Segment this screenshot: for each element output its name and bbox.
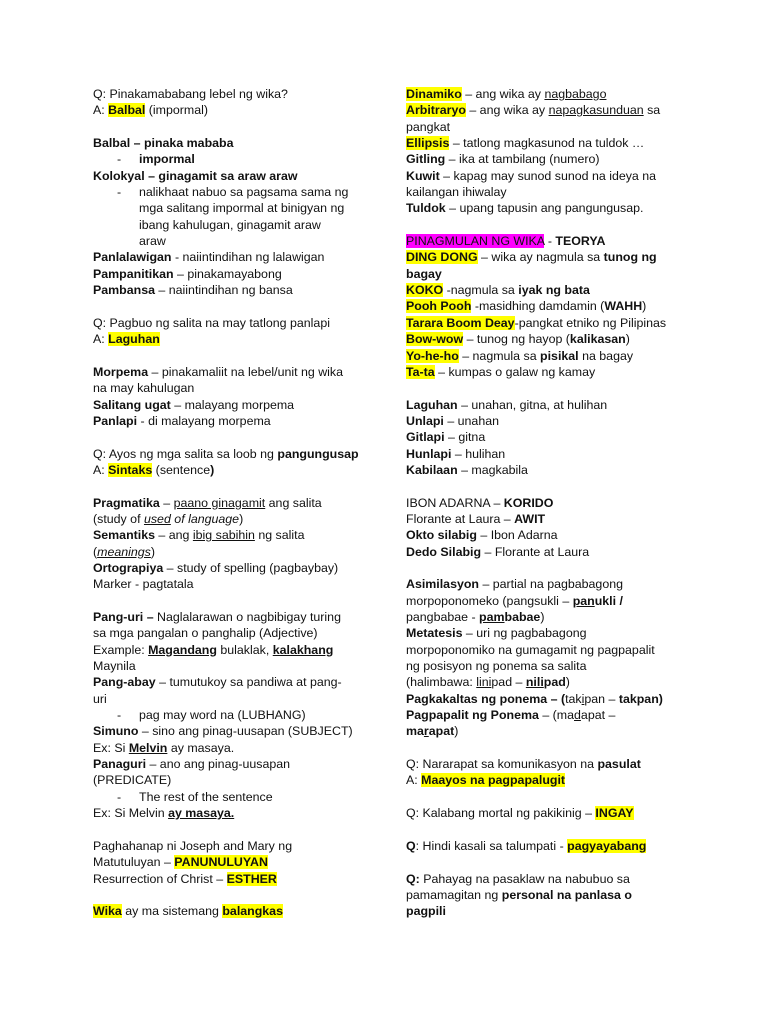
text-run: KORIDO <box>503 495 554 510</box>
text-run: Pagpapalit ng Ponema <box>406 708 539 723</box>
text-line <box>93 380 393 396</box>
text-run: Unlapi <box>406 413 444 428</box>
text-run: Tuldok <box>406 201 446 216</box>
right-column <box>406 86 706 920</box>
text-line <box>406 658 706 674</box>
text-run: babae <box>504 610 541 624</box>
text-run: kalakhang <box>272 642 334 657</box>
text-run: - di malayang morpema <box>137 413 271 428</box>
text-line <box>406 527 706 543</box>
text-run: (impormal) <box>145 103 208 118</box>
text-run: bagay <box>406 266 442 281</box>
text-line <box>406 838 706 854</box>
text-run: - <box>544 234 556 249</box>
text-run: napagkasunduan <box>548 103 644 118</box>
text-run: – kumpas o galaw ng kamay <box>434 364 596 379</box>
text-run: pisikal <box>540 348 579 363</box>
text-run: morpoponomiko na gumagamit ng pagpapalit <box>406 642 655 657</box>
text-line <box>406 887 706 903</box>
text-run: -pangkat etniko ng Pilipinas <box>514 315 667 330</box>
blank-line <box>93 821 393 837</box>
text-run: araw <box>139 234 166 249</box>
text-run: ( <box>93 544 98 559</box>
blank-line <box>93 298 393 314</box>
text-run: pagyayabang <box>567 838 647 853</box>
text-run: – pinakamayabong <box>173 266 282 281</box>
text-line <box>406 119 706 135</box>
text-line <box>406 723 706 739</box>
text-run: ibang kahulugan, ginagamit araw <box>139 217 321 232</box>
text-run: – naiintindihan ng bansa <box>154 283 293 298</box>
text-run: kalikasan <box>569 332 626 347</box>
text-run: pan <box>572 593 595 608</box>
text-line <box>93 266 393 282</box>
text-run: – Ibon Adarna <box>476 528 558 543</box>
text-line <box>93 413 393 429</box>
text-run: PANUNULUYAN <box>174 855 268 870</box>
text-run: Q: <box>406 871 420 886</box>
text-line <box>406 805 706 821</box>
text-run: Panlalawigan <box>93 250 172 265</box>
text-run: Semantiks <box>93 528 155 543</box>
text-run: – nagmula sa <box>458 348 541 363</box>
text-run: ) <box>210 462 215 477</box>
text-run: bulaklak, <box>216 642 273 657</box>
bullet-dash: - <box>117 708 122 723</box>
text-line <box>93 495 393 511</box>
text-run: sa <box>643 103 661 118</box>
text-run: ibig sabihin <box>192 528 255 543</box>
text-line <box>93 903 393 919</box>
text-line <box>93 282 393 298</box>
text-line <box>406 102 706 118</box>
text-run: INGAY <box>595 806 634 821</box>
text-line <box>93 805 393 821</box>
text-run: A: <box>93 103 109 118</box>
bullet-dash: - <box>117 185 122 200</box>
blank-line <box>406 740 706 756</box>
text-run: ng salita <box>254 528 305 543</box>
text-line <box>406 315 706 331</box>
text-line <box>93 527 393 543</box>
text-line <box>93 446 393 462</box>
text-run: ay masaya. <box>167 740 235 755</box>
text-run: used <box>143 511 171 526</box>
text-line <box>406 544 706 560</box>
text-run: Naglalarawan o nagbibigay turing <box>153 610 341 624</box>
text-line <box>406 903 706 919</box>
text-run: (PREDICATE) <box>93 773 172 788</box>
text-run: Q: Nararapat sa komunikasyon na <box>406 757 598 772</box>
text-run: na bagay <box>578 348 634 363</box>
text-line <box>93 642 393 658</box>
text-run: Paghahanap ni Joseph and Mary ng <box>93 838 293 853</box>
text-line <box>406 348 706 364</box>
text-run: sa mga pangalan o panghalip (Adjective) <box>93 626 318 641</box>
text-line <box>406 233 706 249</box>
text-run: Florante at Laura – <box>406 511 515 526</box>
text-run: ukli / <box>594 593 623 608</box>
text-line <box>93 135 393 151</box>
text-line <box>406 282 706 298</box>
text-line <box>406 298 706 314</box>
text-run: – magkabila <box>457 462 528 477</box>
text-line <box>93 772 393 788</box>
text-run: r <box>423 724 429 739</box>
text-run: – unahan <box>443 413 499 428</box>
text-run: takpan) <box>618 691 663 706</box>
text-line <box>93 102 393 118</box>
text-run: – pinakamaliit na lebel/unit ng wika <box>148 364 344 379</box>
blank-line <box>406 217 706 233</box>
text-run: – unahan, gitna, at hulihan <box>457 397 608 412</box>
text-run: Pahayag na pasaklaw na nabubuo sa <box>419 871 630 886</box>
text-line <box>93 707 393 723</box>
text-run: ay masaya. <box>168 806 235 821</box>
text-line <box>406 625 706 641</box>
text-run: ) <box>150 544 156 559</box>
text-run: pasulat <box>597 757 641 772</box>
text-line <box>93 86 393 102</box>
text-run: – tunog ng hayop ( <box>463 332 570 347</box>
text-run: pad <box>543 675 566 690</box>
text-line <box>406 331 706 347</box>
text-run: (study of <box>93 511 144 526</box>
blank-line <box>406 854 706 870</box>
text-run: morpoponomeko (pangsukli – <box>406 593 573 608</box>
text-run: Resurrection of Christ – <box>93 871 227 886</box>
text-run: Sintaks <box>108 462 153 477</box>
text-run: ) <box>625 332 630 347</box>
text-run: Morpema <box>93 364 149 379</box>
text-run: ng posisyon ng ponema sa salita <box>406 659 587 674</box>
text-run: KOKO <box>406 283 444 298</box>
text-run: Matutuluyan – <box>93 855 175 870</box>
text-run: pag may word na (LUBHANG) <box>139 708 306 723</box>
text-run: – (ma <box>538 708 575 723</box>
text-run: pangbabae - <box>406 610 480 624</box>
text-line <box>406 200 706 216</box>
text-run: meanings <box>97 544 151 559</box>
text-run: iyak ng bata <box>518 283 590 298</box>
text-run: – study of spelling (pagbaybay) <box>163 560 339 575</box>
text-run: Laguhan <box>406 397 458 412</box>
text-run: – hulihan <box>451 446 506 461</box>
text-run: i <box>581 691 585 706</box>
text-line <box>406 756 706 772</box>
text-run: personal na panlasa o <box>501 887 632 902</box>
text-run: A: <box>93 332 109 347</box>
blank-line <box>93 887 393 903</box>
text-line <box>406 462 706 478</box>
text-line <box>93 184 393 200</box>
text-run: – Florante at Laura <box>481 544 590 559</box>
text-run: – sino ang pinag-uusapan (SUBJECT) <box>138 724 353 739</box>
text-run: Ex: Si <box>93 740 129 755</box>
text-run: ) <box>565 675 570 690</box>
text-line <box>93 462 393 478</box>
text-run: Yo-he-ho <box>406 348 459 363</box>
text-run: Maayos na pagpapalugit <box>421 773 566 788</box>
text-run: nalikhaat nabuo sa pagsama sama ng <box>139 185 349 200</box>
text-line <box>93 871 393 887</box>
text-run: – ang <box>154 528 193 543</box>
text-line <box>406 86 706 102</box>
text-run: A: <box>93 462 109 477</box>
text-line <box>93 168 393 184</box>
text-run: Balbal – pinaka mababa <box>93 136 234 151</box>
text-run: Tarara Boom Deay <box>406 315 515 330</box>
text-run: Ortograpiya <box>93 560 164 575</box>
bullet-dash: - <box>117 789 122 804</box>
text-run: of language <box>174 511 240 526</box>
blank-line <box>406 380 706 396</box>
text-run: – wika ay nagmula sa <box>477 250 604 265</box>
text-line <box>93 217 393 233</box>
text-run: Kabilaan <box>406 462 458 477</box>
text-line <box>93 397 393 413</box>
text-run: Q: Pagbuo ng salita na may tatlong panlapi <box>93 315 330 330</box>
text-run: A: <box>406 773 422 788</box>
text-line <box>93 560 393 576</box>
text-run: Wika <box>93 904 122 919</box>
text-run: Laguhan <box>108 332 160 347</box>
text-run: – tatlong magkasunod na tuldok … <box>449 136 645 151</box>
text-run: Ellipsis <box>406 136 450 151</box>
text-run: Okto silabig <box>406 528 477 543</box>
text-run: ang salita <box>265 495 322 510</box>
text-line <box>93 838 393 854</box>
text-run: Q: Pinakamababang lebel ng wika? <box>93 87 288 101</box>
text-run: lini <box>476 675 492 690</box>
text-line <box>93 544 393 560</box>
text-run: na may kahulugan <box>93 381 195 396</box>
text-line <box>93 723 393 739</box>
text-line <box>406 168 706 184</box>
text-run: ay ma sistemang <box>121 904 223 919</box>
text-line <box>93 511 393 527</box>
text-run: : Hindi kasali sa talumpati - <box>415 838 568 853</box>
text-line <box>93 576 393 592</box>
text-line <box>93 740 393 756</box>
text-line <box>93 609 393 625</box>
blank-line <box>93 593 393 609</box>
text-run: Q <box>406 838 416 853</box>
text-line <box>406 511 706 527</box>
text-line <box>93 789 393 805</box>
text-run: nili <box>525 675 544 690</box>
text-run: Pagkakaltas ng ponema – ( <box>406 691 566 706</box>
text-run: Kuwit <box>406 168 440 183</box>
text-run: Melvin <box>128 740 168 755</box>
text-run: Dedo Silabig <box>406 544 482 559</box>
text-run: – ang wika ay <box>465 103 549 118</box>
text-line <box>93 315 393 331</box>
text-line <box>93 364 393 380</box>
text-run: ESTHER <box>226 871 277 886</box>
text-run: ) <box>540 610 545 624</box>
text-run: sentence <box>159 462 211 477</box>
text-run: – malayang morpema <box>170 397 295 412</box>
text-run: – uri ng pagbabagong <box>462 626 587 641</box>
text-run: uri <box>93 691 107 706</box>
text-line <box>93 756 393 772</box>
text-run: Pang-abay <box>93 675 156 690</box>
text-line <box>93 331 393 347</box>
text-line <box>406 364 706 380</box>
text-run: The rest of the sentence <box>139 789 273 804</box>
text-line <box>406 691 706 707</box>
blank-line <box>406 560 706 576</box>
text-run: ) <box>454 724 459 739</box>
blank-line <box>93 119 393 135</box>
text-run: Maynila <box>93 659 136 674</box>
text-run: Metatesis <box>406 626 463 641</box>
text-run: - naiintindihan ng lalawigan <box>171 250 325 265</box>
text-run: Asimilasyon <box>406 577 479 592</box>
blank-line <box>406 478 706 494</box>
text-line <box>406 249 706 265</box>
text-run: Marker - pagtatala <box>93 577 194 592</box>
text-line <box>406 184 706 200</box>
text-run: pangungusap <box>277 446 359 461</box>
text-run: impormal <box>139 152 195 167</box>
text-run: Q: Kalabang mortal ng pakikinig – <box>406 806 596 821</box>
text-line <box>406 707 706 723</box>
text-run: Bow-wow <box>406 332 464 347</box>
text-line <box>406 413 706 429</box>
text-run: (halimbawa: <box>406 675 477 690</box>
text-run: Gitlapi <box>406 430 445 445</box>
text-line <box>406 871 706 887</box>
text-run: Dinamiko <box>406 87 462 101</box>
text-line <box>406 609 706 625</box>
text-run: Pragmatika <box>93 495 160 510</box>
text-run: pam <box>479 610 505 624</box>
text-run: d <box>574 708 581 723</box>
text-run: Balbal <box>108 103 146 118</box>
text-run: paano ginagamit <box>173 495 266 510</box>
text-run: pan – <box>584 691 619 706</box>
text-line <box>406 642 706 658</box>
text-line <box>406 495 706 511</box>
text-run: Gitling <box>406 152 446 167</box>
text-run: ma <box>406 724 424 739</box>
text-line <box>93 674 393 690</box>
text-run: pagpili <box>406 904 446 919</box>
text-run: TEORYA <box>555 234 606 249</box>
text-run: nagbabago <box>544 87 607 101</box>
text-run: IBON ADARNA – <box>406 495 504 510</box>
text-run: WAHH <box>604 299 643 314</box>
text-line <box>406 593 706 609</box>
text-run: tak <box>565 691 582 706</box>
text-run: -masidhing damdamin ( <box>471 299 605 314</box>
blank-line <box>93 348 393 364</box>
text-run: apat – <box>580 708 616 723</box>
blank-line <box>93 478 393 494</box>
text-run: Pambansa <box>93 283 155 298</box>
text-run: pad – <box>491 675 526 690</box>
text-line <box>406 429 706 445</box>
text-line <box>93 691 393 707</box>
text-run: Salitang ugat <box>93 397 171 412</box>
text-line <box>93 151 393 167</box>
text-line <box>406 266 706 282</box>
text-line <box>406 772 706 788</box>
text-line <box>406 674 706 690</box>
text-run: – upang tapusin ang pangungusap. <box>445 201 644 216</box>
text-run: -nagmula sa <box>443 283 519 298</box>
text-run: Pooh Pooh <box>406 299 472 314</box>
text-line <box>93 249 393 265</box>
text-run: balangkas <box>222 904 283 919</box>
text-run: – ang wika ay <box>461 87 545 101</box>
text-run: – gitna <box>444 430 486 445</box>
text-line <box>93 233 393 249</box>
text-run: Simuno <box>93 724 139 739</box>
text-run: – partial na pagbabagong <box>479 577 623 592</box>
text-run: tunog ng <box>603 250 657 265</box>
text-run: pamamagitan ng <box>406 887 502 902</box>
text-line <box>406 446 706 462</box>
text-line <box>406 135 706 151</box>
text-line <box>93 854 393 870</box>
text-run: Q: Ayos ng mga salita sa loob ng <box>93 446 278 461</box>
text-line <box>93 658 393 674</box>
text-run: Kolokyal – ginagamit sa araw araw <box>93 168 298 183</box>
text-run: – ika at tambilang (numero) <box>445 152 600 167</box>
left-column <box>93 86 393 920</box>
text-run: Hunlapi <box>406 446 452 461</box>
text-run: – <box>159 495 174 510</box>
text-line <box>406 576 706 592</box>
text-run: apat <box>428 724 455 739</box>
text-run: – ano ang pinag-uusapan <box>146 757 291 772</box>
text-run: ( <box>152 462 160 477</box>
text-run: ) <box>642 299 647 314</box>
text-run: Arbitraryo <box>406 103 466 118</box>
blank-line <box>93 429 393 445</box>
text-run: Ta-ta <box>406 364 435 379</box>
text-run: Pampanitikan <box>93 266 174 281</box>
text-run: ) <box>239 511 244 526</box>
blank-line <box>406 789 706 805</box>
text-run: PINAGMULAN NG WIKA <box>406 234 545 249</box>
bullet-dash: - <box>117 152 122 167</box>
text-run: Pang-uri – <box>93 610 154 624</box>
text-run: Example: <box>93 642 149 657</box>
text-line <box>93 200 393 216</box>
text-line <box>93 625 393 641</box>
text-run: Panaguri <box>93 757 147 772</box>
text-run: AWIT <box>514 511 546 526</box>
text-line <box>406 151 706 167</box>
text-run: Ex: Si Melvin <box>93 806 169 821</box>
text-run: – tumutukoy sa pandiwa at pang- <box>155 675 342 690</box>
text-line <box>406 397 706 413</box>
blank-line <box>406 821 706 837</box>
text-run: pangkat <box>406 119 451 134</box>
text-run: Magandang <box>148 642 217 657</box>
text-run: – kapag may sunod sunod na ideya na <box>439 168 657 183</box>
text-run: Panlapi <box>93 413 138 428</box>
text-run: DING DONG <box>406 250 478 265</box>
text-run: kailangan ihiwalay <box>406 185 507 200</box>
text-run: mga salitang impormal at binigyan ng <box>139 201 345 216</box>
